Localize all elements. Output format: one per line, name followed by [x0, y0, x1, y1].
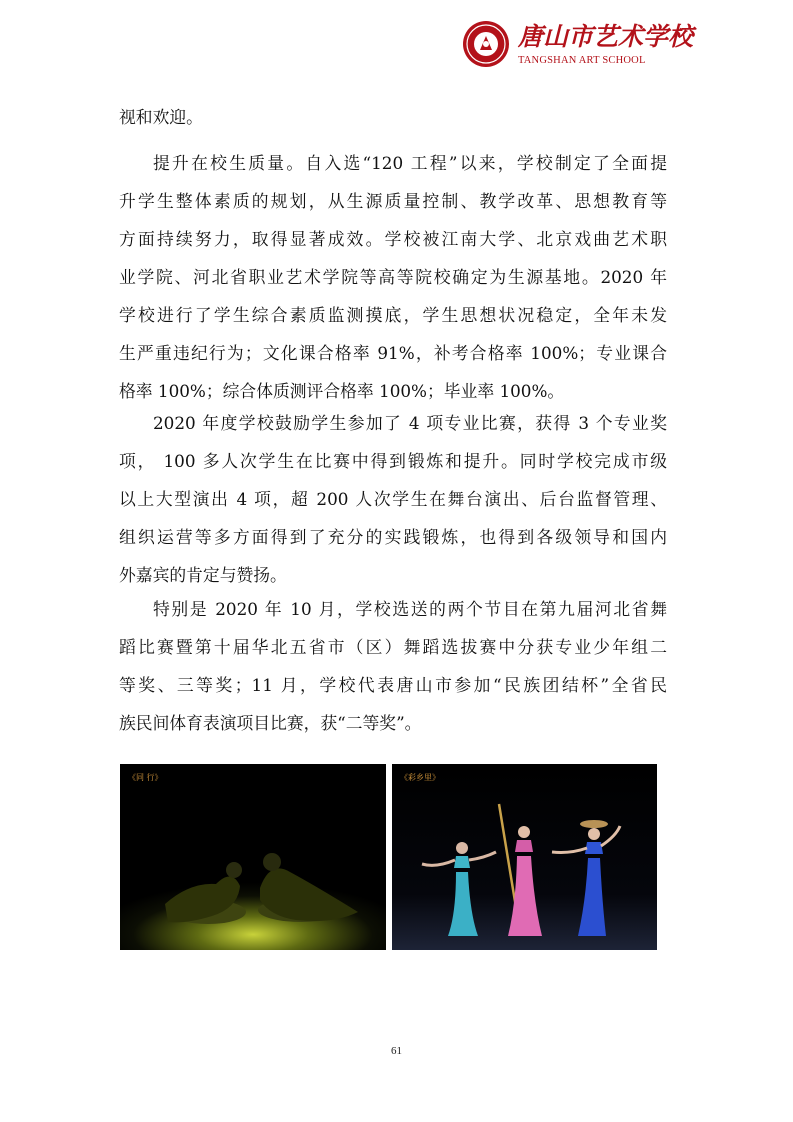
performance-photo-1: [120, 764, 386, 950]
text-line: 2020 年度学校鼓励学生参加了 4 项专业比赛，获得 3 个专业奖: [153, 413, 667, 433]
text-line: 升学生整体素质的规划，从生源质量控制、教学改革、思想教育等: [119, 191, 667, 211]
school-name-logo: [518, 18, 694, 52]
page-header: [462, 18, 694, 74]
page-number: 61: [391, 1045, 402, 1057]
school-seal-icon: [462, 20, 510, 68]
text-line: 蹈比赛暨第十届华北五省市（区）舞蹈选拔赛中分获专业少年组二: [119, 637, 667, 657]
text-line: 特别是 2020 年 10 月，学校选送的两个节目在第九届河北省舞: [153, 599, 667, 619]
paragraph-1: [119, 98, 667, 136]
text-line: 学校进行了学生综合素质监测摸底，学生思想状况稳定，全年未发: [119, 305, 667, 325]
dance-scene-image: [392, 764, 657, 950]
text-line: 业学院、河北省职业艺术学院等高等院校确定为生源基地。2020 年: [119, 267, 667, 287]
school-name-english: TANGSHAN ART SCHOOL: [518, 55, 646, 66]
text-line: 视和欢迎。: [119, 107, 203, 127]
text-line: 方面持续努力，取得显著成效。学校被江南大学、北京戏曲艺术职: [119, 229, 667, 249]
text-line: 族民间体育表演项目比赛，获“二等奖”。: [119, 713, 422, 733]
dance-scene-image: [120, 764, 386, 950]
svg-text:唐山市艺术学校: 唐山市艺术学校: [518, 22, 694, 51]
text-line: 组织运营等多方面得到了充分的实践锻炼，也得到各级领导和国内: [119, 527, 667, 547]
text-line: 格率 100%；综合体质测评合格率 100%；毕业率 100%。: [119, 381, 565, 401]
text-line: 以上大型演出 4 项，超 200 人次学生在舞台演出、后台监督管理、: [119, 489, 667, 509]
paragraph-3: [119, 404, 667, 594]
text-line: 等奖、三等奖；11 月，学校代表唐山市参加“民族团结杯”全省民: [119, 675, 667, 695]
text-line: 项， 100 多人次学生在比赛中得到锻炼和提升。同时学校完成市级: [119, 451, 667, 471]
photo-caption: 《同 行》: [128, 773, 163, 782]
photo-caption: 《彩乡里》: [400, 773, 440, 782]
paragraph-4: [119, 590, 667, 742]
text-line: 外嘉宾的肯定与赞扬。: [119, 565, 287, 585]
paragraph-2: [119, 144, 667, 410]
performance-photo-2: [392, 764, 657, 950]
text-line: 生严重违纪行为；文化课合格率 91%，补考合格率 100%；专业课合: [119, 343, 667, 363]
text-line: 提升在校生质量。自入选“120 工程”以来，学校制定了全面提: [153, 153, 667, 173]
